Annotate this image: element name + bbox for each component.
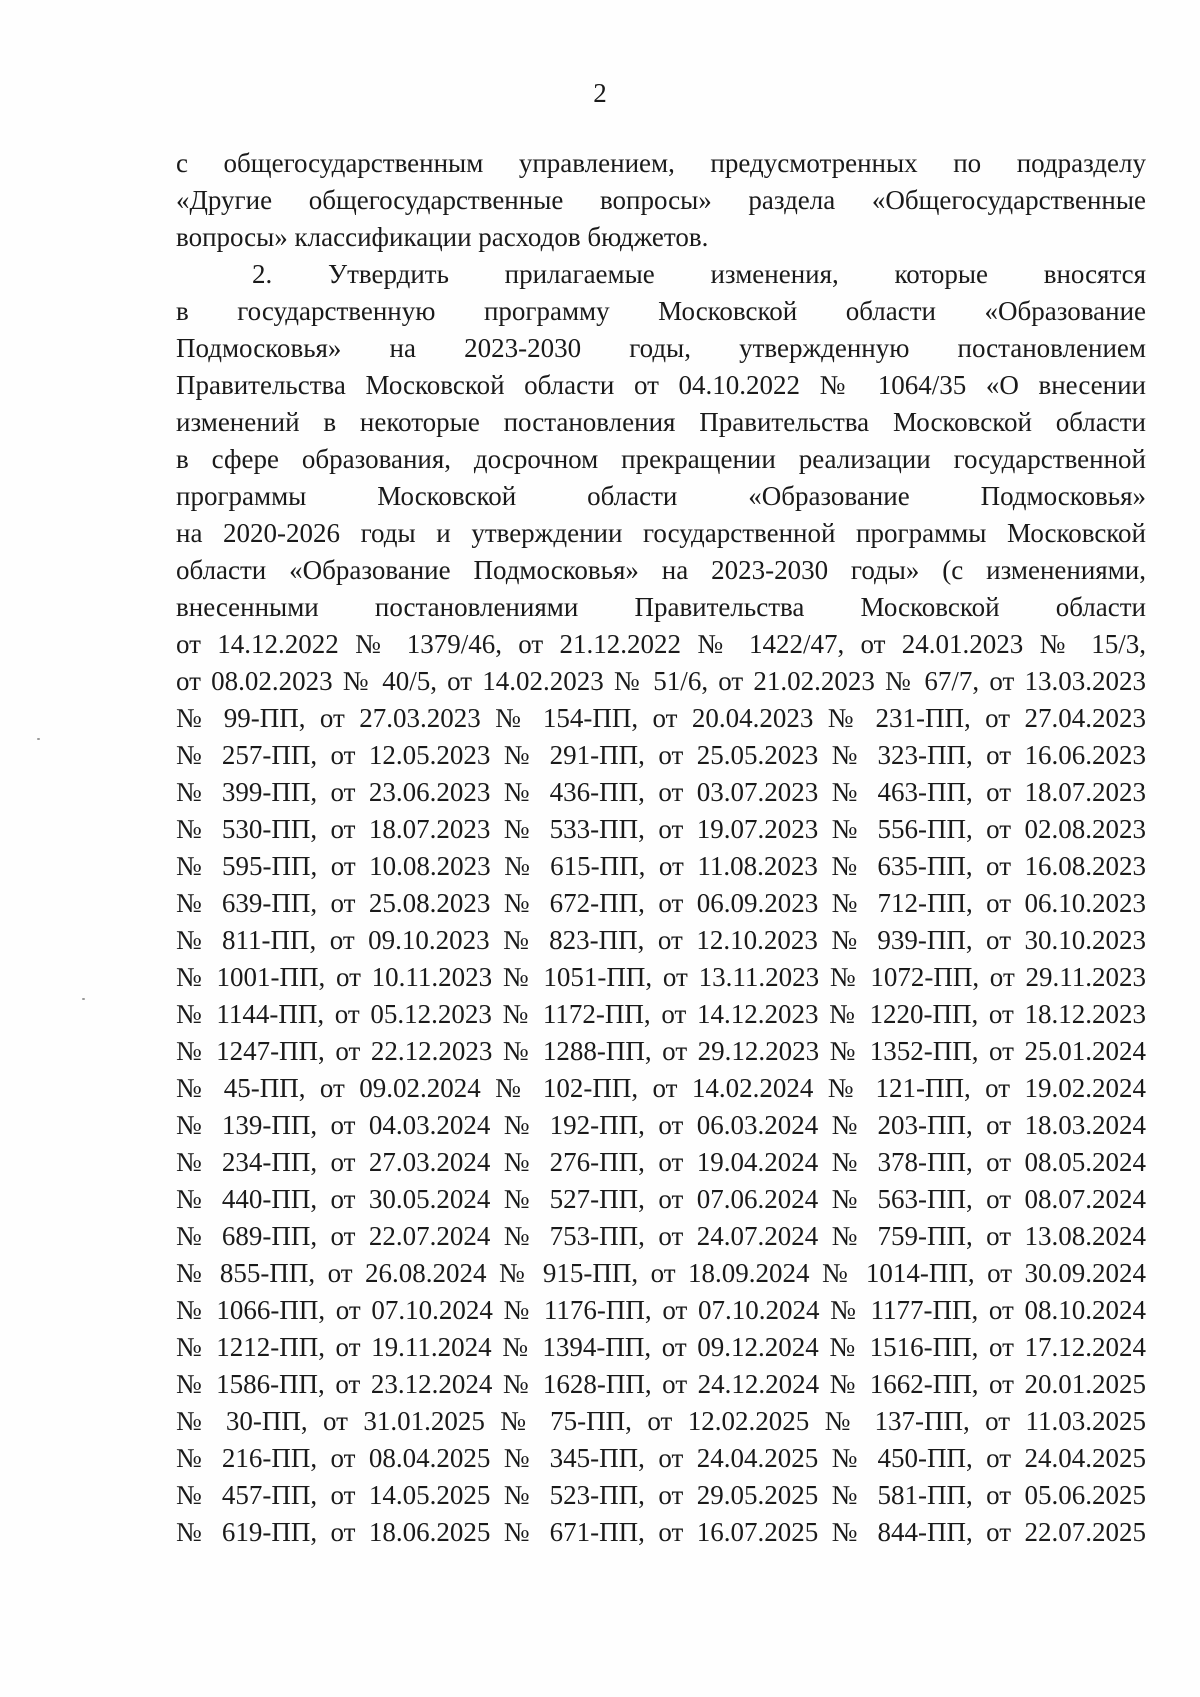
paragraph-2: [176, 256, 1146, 1551]
text-line: 2. Утвердить прилагаемые изменения, которые вносятся: [252, 259, 1146, 289]
text-line: внесенными постановлениями Правительства Московской области: [176, 592, 1146, 622]
text-line: № 1144-ПП, от 05.12.2023 № 1172-ПП, от 14.12.2023 № 1220-ПП, от 18.12.2023: [176, 999, 1146, 1029]
text-line: программы Московской области «Образование Подмосковья»: [176, 481, 1146, 511]
text-line: № 216-ПП, от 08.04.2025 № 345-ПП, от 24.04.2025 № 450-ПП, от 24.04.2025: [176, 1443, 1146, 1473]
text-line: № 457-ПП, от 14.05.2025 № 523-ПП, от 29.05.2025 № 581-ПП, от 05.06.2025: [176, 1480, 1146, 1510]
text-line: «Другие общегосударственные вопросы» раздела «Общегосударственные: [176, 185, 1146, 215]
text-line: на 2020-2026 годы и утверждении государственной программы Московской: [176, 518, 1146, 548]
text-line: № 619-ПП, от 18.06.2025 № 671-ПП, от 16.07.2025 № 844-ПП, от 22.07.2025: [176, 1517, 1146, 1547]
text-line: № 45-ПП, от 09.02.2024 № 102-ПП, от 14.02.2024 № 121-ПП, от 19.02.2024: [176, 1073, 1146, 1103]
text-line: № 139-ПП, от 04.03.2024 № 192-ПП, от 06.03.2024 № 203-ПП, от 18.03.2024: [176, 1110, 1146, 1140]
text-line: изменений в некоторые постановления Правительства Московской области: [176, 407, 1146, 437]
scan-speck: [82, 998, 85, 1000]
document-body: [176, 145, 1146, 1551]
text-line: Подмосковья» на 2023-2030 годы, утвержденную постановлением: [176, 333, 1146, 363]
text-line: № 234-ПП, от 27.03.2024 № 276-ПП, от 19.04.2024 № 378-ПП, от 08.05.2024: [176, 1147, 1146, 1177]
text-line: области «Образование Подмосковья» на 2023-2030 годы» (с изменениями,: [176, 555, 1146, 585]
text-line: № 257-ПП, от 12.05.2023 № 291-ПП, от 25.05.2023 № 323-ПП, от 16.06.2023: [176, 740, 1146, 770]
text-line: № 639-ПП, от 25.08.2023 № 672-ПП, от 06.09.2023 № 712-ПП, от 06.10.2023: [176, 888, 1146, 918]
text-line: № 811-ПП, от 09.10.2023 № 823-ПП, от 12.10.2023 № 939-ПП, от 30.10.2023: [176, 925, 1146, 955]
text-line: № 30-ПП, от 31.01.2025 № 75-ПП, от 12.02.2025 № 137-ПП, от 11.03.2025: [176, 1406, 1146, 1436]
page-number: 2: [593, 78, 607, 108]
text-line: от 08.02.2023 № 40/5, от 14.02.2023 № 51/6, от 21.02.2023 № 67/7, от 13.03.2023: [176, 666, 1146, 696]
text-line: № 1247-ПП, от 22.12.2023 № 1288-ПП, от 29.12.2023 № 1352-ПП, от 25.01.2024: [176, 1036, 1146, 1066]
text-line: № 440-ПП, от 30.05.2024 № 527-ПП, от 07.06.2024 № 563-ПП, от 08.07.2024: [176, 1184, 1146, 1214]
text-line: № 1066-ПП, от 07.10.2024 № 1176-ПП, от 07.10.2024 № 1177-ПП, от 08.10.2024: [176, 1295, 1146, 1325]
text-line: № 1001-ПП, от 10.11.2023 № 1051-ПП, от 13.11.2023 № 1072-ПП, от 29.11.2023: [176, 962, 1146, 992]
text-line: вопросы» классификации расходов бюджетов.: [176, 222, 709, 252]
text-line: № 595-ПП, от 10.08.2023 № 615-ПП, от 11.08.2023 № 635-ПП, от 16.08.2023: [176, 851, 1146, 881]
text-line: № 399-ПП, от 23.06.2023 № 436-ПП, от 03.07.2023 № 463-ПП, от 18.07.2023: [176, 777, 1146, 807]
text-line: в государственную программу Московской области «Образование: [176, 296, 1146, 326]
paragraph-1: [176, 145, 1146, 256]
scan-speck: [37, 738, 40, 740]
text-line: с общегосударственным управлением, предусмотренных по подразделу: [176, 148, 1146, 178]
text-line: в сфере образования, досрочном прекращении реализации государственной: [176, 444, 1146, 474]
text-line: от 14.12.2022 № 1379/46, от 21.12.2022 № 1422/47, от 24.01.2023 № 15/3,: [176, 629, 1146, 659]
text-line: Правительства Московской области от 04.10.2022 № 1064/35 «О внесении: [176, 370, 1146, 400]
text-line: № 530-ПП, от 18.07.2023 № 533-ПП, от 19.07.2023 № 556-ПП, от 02.08.2023: [176, 814, 1146, 844]
text-line: № 855-ПП, от 26.08.2024 № 915-ПП, от 18.09.2024 № 1014-ПП, от 30.09.2024: [176, 1258, 1146, 1288]
text-line: № 1212-ПП, от 19.11.2024 № 1394-ПП, от 09.12.2024 № 1516-ПП, от 17.12.2024: [176, 1332, 1146, 1362]
text-line: № 689-ПП, от 22.07.2024 № 753-ПП, от 24.07.2024 № 759-ПП, от 13.08.2024: [176, 1221, 1146, 1251]
text-line: № 1586-ПП, от 23.12.2024 № 1628-ПП, от 24.12.2024 № 1662-ПП, от 20.01.2025: [176, 1369, 1146, 1399]
text-line: № 99-ПП, от 27.03.2023 № 154-ПП, от 20.04.2023 № 231-ПП, от 27.04.2023: [176, 703, 1146, 733]
